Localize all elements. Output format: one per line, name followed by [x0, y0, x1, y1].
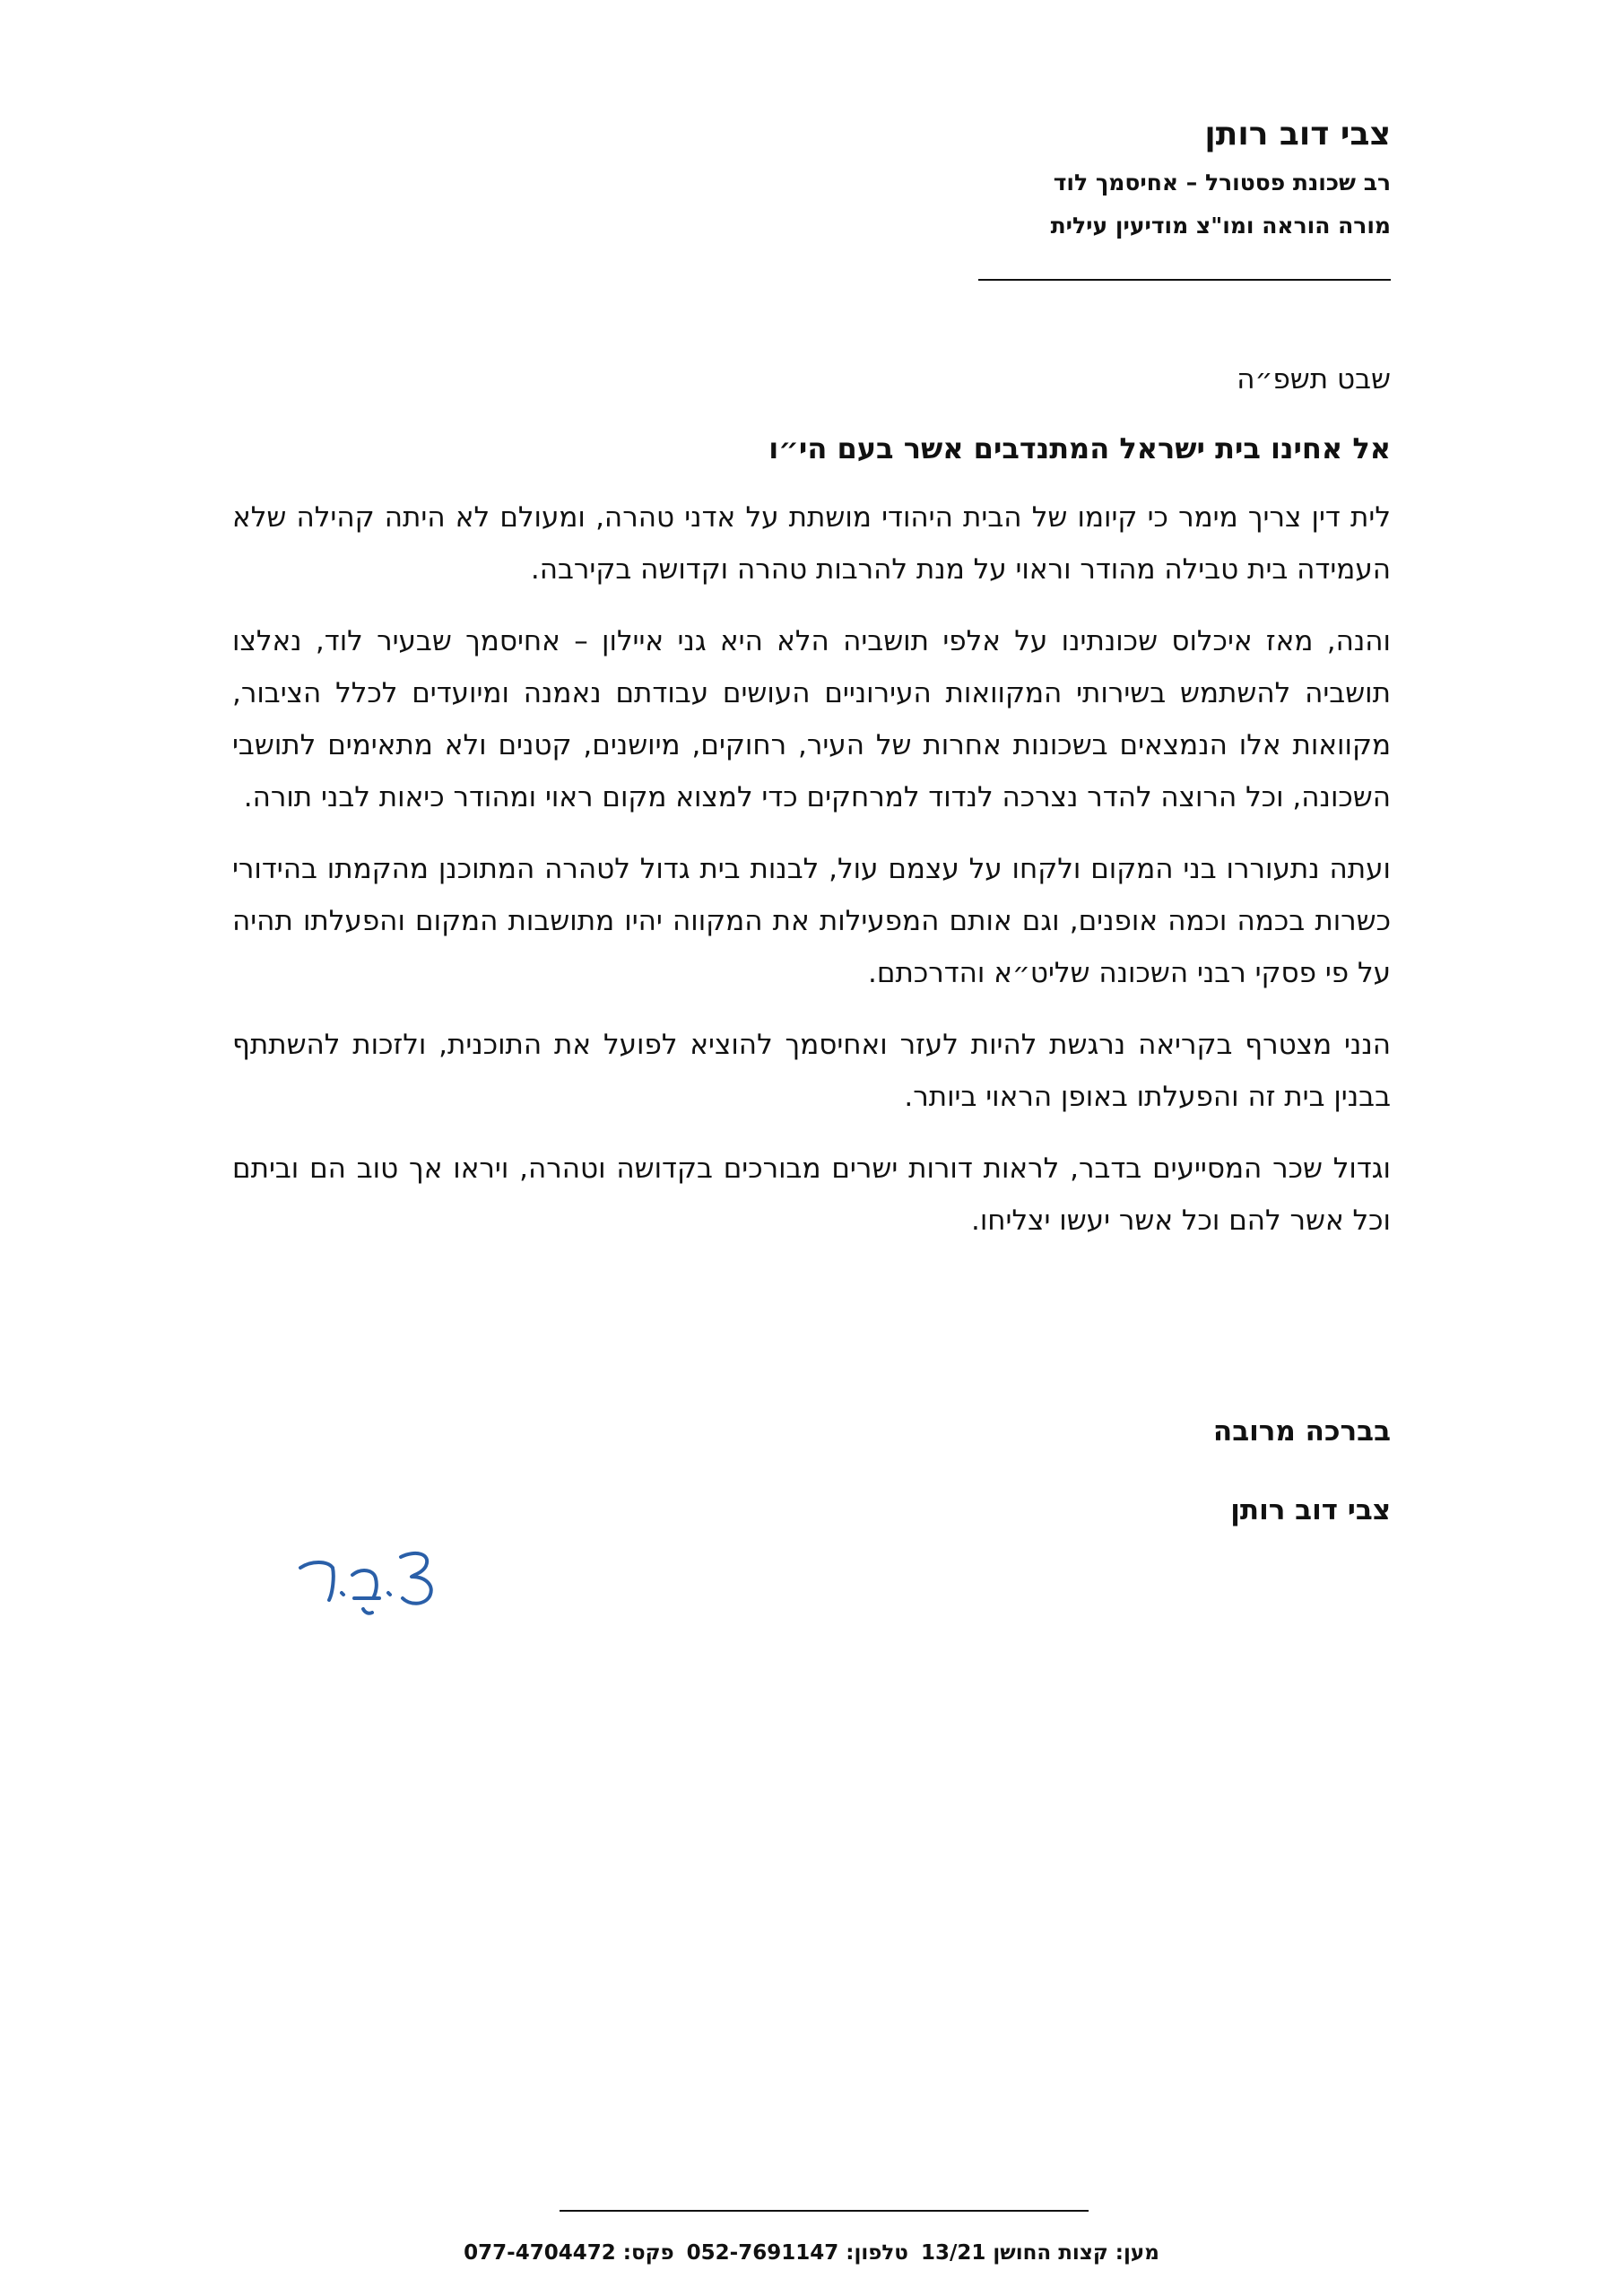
footer-phone: טלפון: 052-7691147 [686, 2241, 908, 2265]
letter-closing: בברכה מרובה [1212, 1415, 1391, 1448]
paragraph: ועתה נתעוררו בני המקום ולקחו על עצמם עול, לבנות בית גדול לטהרה המתוכנן מהקמתו בהידורי כשרות בכמה וכמה אופנים, וגם אותם המפעילות את המקווה יהיו מתושבות המקום והפעלתו תהיה על פי פסקי רבני השכונה שליט״א והדרכתם. [232, 853, 1391, 989]
paragraph: והנה, מאז איכלוס שכונתינו על אלפי תושביה הלא היא גני איילון – אחיסמך שבעיר לוד, נאלצו תושביה להשתמש בשירותי המקוואות העירוניים העושים עבודתם נאמנה ומיועדים לכלל הציבור, מקוואות אלו הנמצאים בשכונות אחרות של העיר, רחוקים, מיושנים, קטנים ולא מתאימים לתושבי השכונה, וכל הרוצה להדר נצרכה לנדוד למרחקים כדי למצוא מקום ראוי ומהודר כיאות לבני תורה. [232, 625, 1391, 813]
footer-divider [560, 2210, 1089, 2212]
letterhead-divider [978, 279, 1391, 281]
letterhead-subtitle: מורה הוראה ומו"צ מודיעין עילית [1050, 213, 1391, 239]
letterhead-name: צבי דוב רותן [1204, 116, 1391, 152]
letterhead [853, 108, 1391, 248]
paragraph: הנני מצטרף בקריאה נרגשת להיות לעזר ואחיסמך להוציא לפועל את התוכנית, ולזכות להשתתף בבנין בית זה והפעלתו באופן הראוי ביותר. [232, 1029, 1391, 1113]
letter-signer: צבי דוב רותן [1230, 1494, 1391, 1526]
letter-body [232, 491, 1391, 1266]
handwritten-signature [291, 1541, 448, 1617]
paragraph: לית דין צריך מימר כי קיומו של הבית היהודי מושתת על אדני טהרה, ומעולם לא היתה קהילה שלא העמידה בית טבילה מהודר וראוי על מנת להרבות טהרה וקדושה בקירבה. [232, 501, 1391, 586]
letter-date: שבט תשפ״ה [1237, 363, 1391, 396]
footer-address: מען: קצות החושן 13/21 [920, 2241, 1159, 2265]
footer-fax: פקס: 077-4704472 [464, 2241, 674, 2265]
letter-addressee: אל אחינו בית ישראל המתנדבים אשר בעם הי״ו [768, 431, 1391, 465]
paragraph: וגדול שכר המסייעים בדבר, לראות דורות ישרים מבורכים בקדושה וטהרה, ויראו אך טוב הם וביתם וכל אשר להם וכל אשר יעשו יצליחו. [232, 1152, 1391, 1237]
footer-contact [0, 2237, 1623, 2269]
letterhead-title: רב שכונת פסטורל – אחיסמך לוד [1053, 170, 1391, 196]
